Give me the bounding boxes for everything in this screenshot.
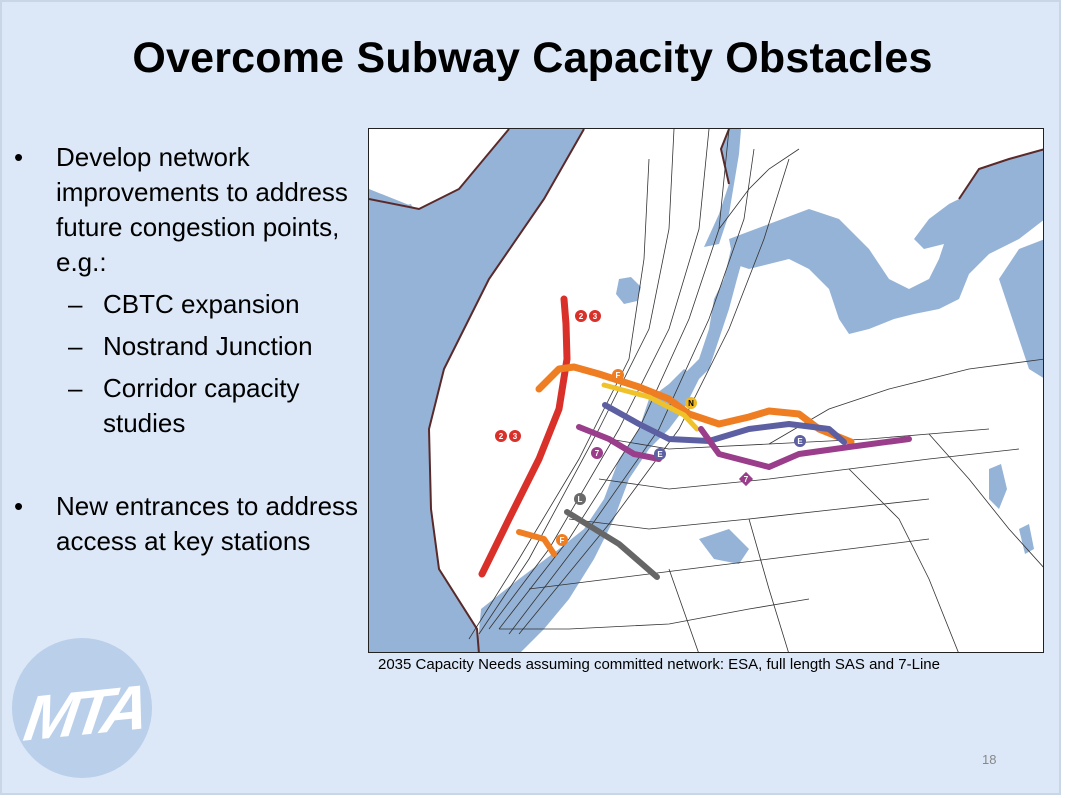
mta-logo-text: MTA (19, 671, 149, 755)
slide-title: Overcome Subway Capacity Obstacles (132, 34, 933, 82)
bullet-symbol: • (14, 491, 24, 521)
subbullet-text: CBTC expansion (103, 289, 300, 319)
svg-text:E: E (797, 437, 803, 446)
water-bodies (369, 129, 1044, 653)
svg-text:7: 7 (594, 449, 600, 458)
route-badge-l (574, 493, 586, 505)
route-badge-7 (591, 447, 603, 459)
dash-symbol: – (68, 331, 83, 361)
bullet-text: New entrances to address access at key stations (56, 491, 359, 556)
svg-text:2: 2 (578, 312, 584, 321)
subway-map-svg (369, 129, 1044, 653)
route-badge-3 (509, 430, 521, 442)
page-number: 18 (982, 752, 997, 767)
dash-symbol: – (68, 289, 83, 319)
svg-text:2: 2 (498, 432, 504, 441)
bullet-item (12, 489, 362, 559)
bullet-text: Develop network improvements to address future congestion points, e.g.: (56, 142, 348, 277)
route-badge-f (612, 369, 624, 381)
svg-text:F: F (559, 536, 565, 545)
svg-text:N: N (688, 399, 694, 408)
svg-text:E: E (657, 450, 663, 459)
svg-text:F: F (615, 371, 621, 380)
bullet-item (12, 140, 362, 280)
route-badge-e (794, 435, 806, 447)
route-badge-e (654, 448, 666, 460)
subbullet-item (12, 371, 362, 441)
svg-text:3: 3 (512, 432, 518, 441)
subway-map (368, 128, 1044, 653)
bullet-symbol: • (14, 142, 24, 172)
route-badge-3 (589, 310, 601, 322)
svg-text:L: L (577, 495, 583, 504)
route-badge-7 (739, 472, 753, 486)
route-badge-n (685, 397, 697, 409)
route-badge-2 (575, 310, 587, 322)
bullet-list (12, 140, 362, 559)
mta-logo (12, 638, 152, 778)
svg-text:3: 3 (592, 312, 598, 321)
dash-symbol: – (68, 373, 83, 403)
route-badge-f (556, 534, 568, 546)
subbullet-text: Nostrand Junction (103, 331, 313, 361)
subbullet-text: Corridor capacity studies (103, 373, 300, 438)
map-caption: 2035 Capacity Needs assuming committed network: ESA, full length SAS and 7-Line (378, 656, 940, 673)
subbullet-item (12, 287, 362, 322)
svg-text:7: 7 (743, 475, 749, 484)
route-badge-2 (495, 430, 507, 442)
subbullet-item (12, 329, 362, 364)
capacity-corridors (482, 299, 909, 577)
